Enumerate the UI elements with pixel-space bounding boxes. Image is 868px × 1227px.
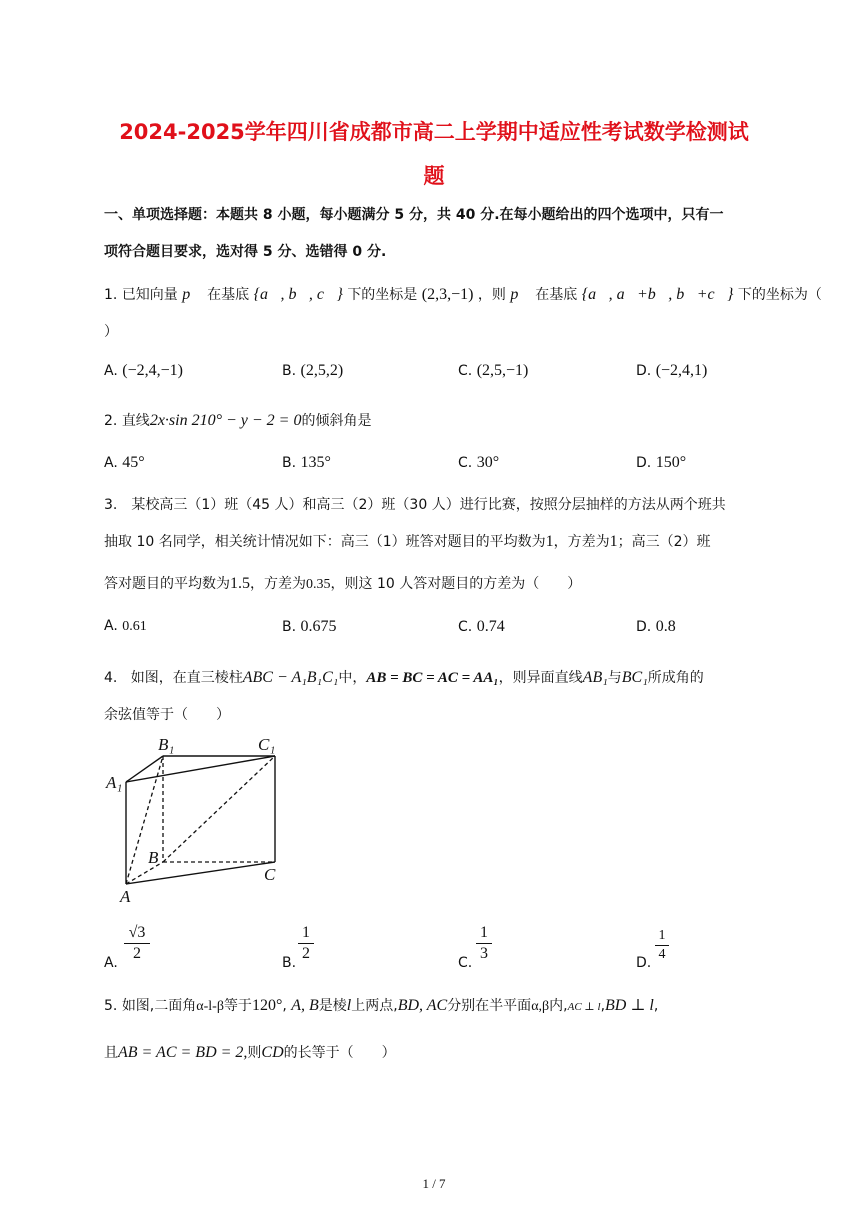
q5-text: 分别在半平面: [447, 998, 532, 1014]
q2-text: 的倾斜角是: [301, 413, 372, 429]
q5-planes: α,β: [531, 999, 550, 1014]
label-b: B: [148, 848, 159, 867]
q4-option-b-fraction: [298, 924, 314, 963]
option-value: 0.8: [655, 618, 676, 635]
q3-option-b[interactable]: [282, 618, 337, 636]
option-value: 150°: [655, 454, 687, 471]
q3-variance-2: 0.35: [306, 577, 331, 592]
q5-text: 如图,二面角: [121, 998, 197, 1014]
q4-prism: ABC − A₁B₁C₁: [242, 669, 339, 686]
q4-line-ab1: AB₁: [582, 669, 608, 686]
q4-option-a-fraction: [124, 924, 150, 963]
q5-text: 内,: [549, 998, 568, 1014]
doc-title-line1: 2024-2025学年四川省成都市高二上学期中适应性考试数学检测试: [119, 120, 749, 144]
q5-perp-2: BD ⊥ l: [605, 997, 654, 1014]
q3-text: ；高三（2）班: [617, 534, 711, 550]
option-label: A.: [104, 363, 118, 379]
q5-text: 的长等于（ ）: [283, 1045, 396, 1061]
label-a1: A₁: [106, 773, 123, 792]
option-label: A.: [104, 618, 118, 634]
q5-equation: AB = AC = BD = 2,: [118, 1044, 248, 1061]
option-label: C.: [458, 455, 473, 471]
option-label: A.: [104, 455, 118, 471]
option-label: B.: [282, 455, 297, 471]
q5-text: ,: [282, 998, 292, 1014]
edge-a1-c1: [126, 756, 275, 782]
q4-option-a-label[interactable]: A.: [104, 955, 118, 971]
q5-edge-l: l: [346, 997, 352, 1014]
q5-text: 等于: [223, 998, 252, 1014]
label-b1: B₁: [158, 735, 175, 754]
fraction-bar: [655, 945, 669, 946]
q3-text: ，方差为: [553, 534, 610, 550]
q2-option-a[interactable]: [104, 454, 145, 472]
option-label: D.: [636, 619, 652, 635]
question-2: [104, 410, 371, 430]
q1-vector-p: p⃗: [510, 286, 531, 303]
q5-cd: CD: [261, 1044, 284, 1061]
q4-text: 与: [607, 670, 622, 686]
option-label: B.: [282, 619, 297, 635]
q2-option-b[interactable]: [282, 454, 331, 472]
q1-text: 下的坐标是: [347, 287, 418, 303]
option-label: D.: [636, 455, 652, 471]
q5-segments: BD, AC: [397, 997, 448, 1014]
q1-vector-p: p⃗: [182, 286, 203, 303]
option-label: D.: [636, 363, 652, 379]
q3-option-c[interactable]: [458, 618, 505, 636]
label-c1: C₁: [258, 735, 276, 754]
numerator: 1: [658, 928, 666, 943]
q2-equation: 2x·sin 210° − y − 2 = 0: [149, 412, 302, 429]
q5-dihedral: α-l-β: [196, 999, 224, 1014]
q3-text: ，则这 10 人答对题目的方差为（ ）: [330, 576, 582, 592]
q4-line-2: 余弦值等于（ ）: [104, 707, 230, 723]
q5-perp-1: AC ⊥ l: [567, 1001, 601, 1013]
question-4: [104, 667, 704, 687]
option-value: 45°: [122, 454, 145, 471]
numerator: 1: [302, 924, 310, 941]
fraction-bar: [124, 943, 150, 944]
section-heading-line1: 一、单项选择题：本题共 8 小题，每小题满分 5 分，共 40 分.在每小题给出的四个选项中，只有一: [104, 207, 724, 223]
q4-condition: AB = BC = AC = AA₁: [366, 670, 499, 686]
option-label: B.: [282, 363, 297, 379]
q1-text: 已知向量: [121, 287, 178, 303]
denominator: 4: [658, 947, 666, 962]
q3-option-a[interactable]: [104, 618, 147, 635]
question-5: [104, 995, 658, 1015]
q5-text: 则: [247, 1045, 262, 1061]
q2-option-c[interactable]: [458, 454, 499, 472]
q1-option-c[interactable]: [458, 362, 528, 380]
option-value: 0.61: [122, 619, 147, 634]
q3-text: 答对题目的平均数为: [104, 576, 230, 592]
option-value: (2,5,−1): [476, 362, 529, 379]
prism-figure: [100, 732, 300, 907]
question-1: [104, 284, 822, 304]
q3-mean-2: 1.5: [230, 575, 250, 592]
label-a: A: [120, 887, 131, 906]
q4-option-c-label[interactable]: C.: [458, 955, 473, 971]
q3-line-1: 3. 某校高三（1）班（45 人）和高三（2）班（30 人）进行比赛，按照分层抽样的方法从两个班共: [104, 497, 726, 513]
q4-number: 4.: [104, 670, 118, 686]
q1-text: 在基底: [207, 287, 250, 303]
option-value: (2,5,2): [300, 362, 344, 379]
q4-option-c-fraction: [476, 924, 492, 963]
q4-option-b-label[interactable]: B.: [282, 955, 297, 971]
q4-option-d-fraction: [655, 928, 669, 963]
q3-line-3: [104, 573, 581, 593]
option-value: (−2,4,1): [655, 362, 708, 379]
q3-text: 抽取 10 名同学，相关统计情况如下：高三（1）班答对题目的平均数为: [104, 534, 546, 550]
line-bc1: [163, 756, 275, 862]
q1-number: 1.: [104, 287, 118, 303]
q2-number: 2.: [104, 413, 118, 429]
fraction-bar: [476, 943, 492, 944]
q1-basis-2: {a⃗, a⃗+b⃗, b⃗+c⃗}: [581, 286, 734, 303]
section-heading-line2: 项符合题目要求，选对得 5 分、选错得 0 分.: [104, 244, 387, 260]
q5-text: 上两点,: [351, 998, 398, 1014]
q1-text: ，则: [477, 287, 506, 303]
q2-text: 直线: [121, 413, 150, 429]
doc-title-line2: 题: [423, 164, 445, 188]
q4-text: 中，: [338, 670, 367, 686]
fraction-bar: [298, 943, 314, 944]
q5-angle: 120°: [251, 997, 283, 1014]
q3-variance-1: 1: [609, 533, 618, 550]
q4-text: 如图，在直三棱柱: [130, 670, 243, 686]
denominator: 3: [480, 945, 488, 962]
q3-mean-1: 1: [545, 533, 554, 550]
q1-text: 在基底: [535, 287, 578, 303]
q4-line-bc1: BC₁: [621, 669, 648, 686]
q3-line-2: [104, 531, 711, 551]
label-c: C: [264, 865, 276, 884]
q5-text: 是棱: [318, 998, 347, 1014]
page-number: 1 / 7: [422, 1176, 446, 1191]
option-value: 0.74: [476, 618, 505, 635]
option-label: C.: [458, 619, 473, 635]
q1-option-b[interactable]: [282, 362, 343, 380]
q2-option-d[interactable]: [636, 454, 686, 472]
option-value: (−2,4,−1): [122, 362, 183, 379]
q5-line-2: [104, 1042, 396, 1062]
numerator: √3: [128, 924, 146, 941]
numerator: 1: [480, 924, 488, 941]
q1-text: 下的坐标为（: [737, 287, 822, 303]
q1-text-close: ）: [104, 324, 118, 340]
q3-text: ，方差为: [250, 576, 306, 592]
q5-text: ,: [600, 998, 606, 1014]
option-value: 30°: [476, 454, 500, 471]
q4-text: 所成角的: [647, 670, 704, 686]
denominator: 2: [133, 945, 141, 962]
q1-option-d[interactable]: [636, 362, 707, 380]
q3-option-d[interactable]: [636, 618, 676, 636]
q1-basis-1: {a⃗, b⃗, c⃗}: [253, 286, 343, 303]
option-value: 135°: [300, 454, 331, 471]
q5-text: 且: [104, 1045, 118, 1061]
q4-text: ，则异面直线: [498, 670, 583, 686]
q5-points: A, B: [291, 997, 319, 1014]
option-label: C.: [458, 363, 473, 379]
q5-text: ,: [653, 998, 659, 1014]
q1-coordinate: (2,3,−1): [421, 286, 474, 303]
q1-option-a[interactable]: [104, 362, 183, 380]
denominator: 2: [302, 945, 310, 962]
option-value: 0.675: [300, 618, 337, 635]
q5-number: 5.: [104, 998, 118, 1014]
q4-option-d-label[interactable]: D.: [636, 955, 652, 971]
